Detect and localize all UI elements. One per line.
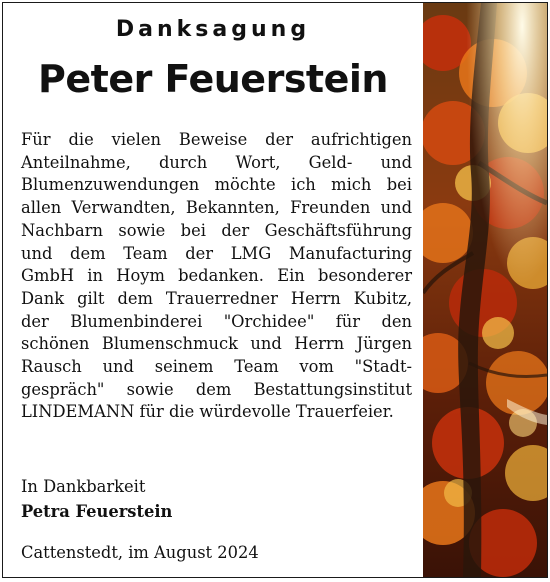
- body-line: Dank gilt dem Trauerredner Herrn Kubitz,: [21, 288, 412, 308]
- body-line: und dem Team der LMG Manufacturing: [21, 243, 412, 263]
- obituary-notice: [2, 2, 548, 578]
- text-column: [3, 3, 423, 577]
- deceased-name: Peter Feuerstein: [38, 57, 388, 101]
- sunlight-glow: [423, 3, 547, 577]
- body-line: Rausch und seinem Team vom "Stadt-: [21, 357, 412, 377]
- body-line: gespräch" sowie dem Bestattungsinstitut: [21, 379, 412, 399]
- notice-heading: Danksagung: [115, 17, 311, 42]
- body-line: Blumenzuwendungen möchte ich mich bei: [21, 175, 412, 195]
- closing-phrase: In Dankbarkeit: [21, 477, 146, 496]
- signer-name: Petra Feuerstein: [21, 502, 173, 521]
- body-line: GmbH in Hoym bedanken. Ein besonderer: [21, 266, 412, 286]
- body-line: LINDEMANN für die würdevolle Trauerfeier.: [21, 402, 394, 422]
- body-line: schönen Blumenschmuck und Herrn Jürgen: [21, 334, 412, 354]
- autumn-tree-photo: [423, 3, 547, 577]
- autumn-tree-illustration: [423, 3, 547, 577]
- place-and-date: Cattenstedt, im August 2024: [21, 543, 259, 562]
- body-line: Nachbarn sowie bei der Geschäftsführung: [21, 220, 412, 240]
- body-line: allen Verwandten, Bekannten, Freunden und: [21, 198, 412, 218]
- body-line: Anteilnahme, durch Wort, Geld- und: [21, 152, 412, 172]
- acknowledgement-text: [21, 129, 412, 424]
- body-line: der Blumenbinderei "Orchidee" für den: [21, 311, 412, 331]
- body-line: Für die vielen Beweise der aufrichtigen: [21, 130, 412, 149]
